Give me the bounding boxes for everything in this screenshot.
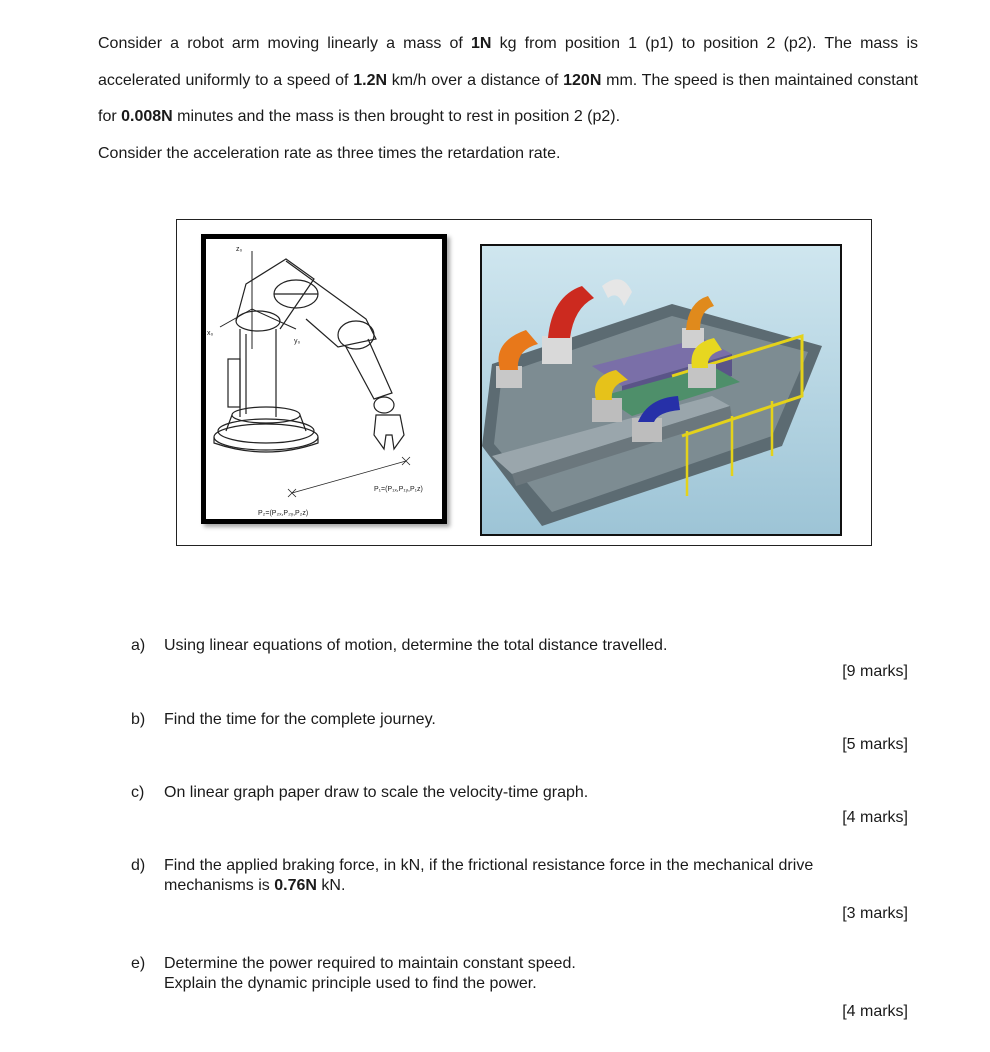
question-d xyxy=(131,856,916,896)
question-line: Explain the dynamic principle used to find the power. xyxy=(164,975,537,992)
robot-cell-render xyxy=(480,244,842,536)
text-segment: kN. xyxy=(316,877,346,894)
problem-statement xyxy=(98,26,918,172)
mass-value: 1N xyxy=(471,35,492,52)
p2-coordinate-label: P₂=(P₂ₓ,P₂ᵧ,P₂z) xyxy=(258,510,309,517)
marks-c: [4 marks] xyxy=(842,809,908,826)
question-line xyxy=(164,876,916,896)
question-line: On linear graph paper draw to scale the velocity-time graph. xyxy=(164,784,589,801)
question-label: d) xyxy=(131,857,146,874)
question-line: Find the applied braking force, in kN, if the frictional resistance force in the mechanical drive xyxy=(164,857,814,874)
question-text xyxy=(164,954,916,994)
text-segment: Consider a robot arm moving linearly a mass of xyxy=(98,35,472,52)
question-a xyxy=(131,636,916,656)
marks-a: [9 marks] xyxy=(842,663,908,680)
marks-b: [5 marks] xyxy=(842,736,908,753)
question-line: Using linear equations of motion, determine the total distance travelled. xyxy=(164,637,668,654)
robot-cell-illustration xyxy=(482,246,840,534)
question-line: Determine the power required to maintain constant speed. xyxy=(164,955,576,972)
marks-d: [3 marks] xyxy=(842,905,908,922)
text-segment: km/h over a distance of xyxy=(387,71,564,89)
question-text xyxy=(164,636,916,656)
question-label: e) xyxy=(131,955,146,972)
text-segment: kg from position 1 (p1) to position 2 (p2). The mass is accelerated uniformly to a speed of xyxy=(98,35,919,89)
question-text xyxy=(164,783,916,803)
figure-frame xyxy=(176,219,872,546)
marks-e: [4 marks] xyxy=(842,1003,908,1020)
problem-paragraph xyxy=(98,26,918,136)
question-label: a) xyxy=(131,637,146,654)
question-label: c) xyxy=(131,784,145,801)
text-segment: mechanisms is xyxy=(164,877,275,894)
question-b xyxy=(131,710,916,730)
y0-axis-label: y₀ xyxy=(294,338,301,345)
z0-axis-label: z₀ xyxy=(236,246,243,253)
x0-axis-label: x₀ xyxy=(207,330,214,337)
robot-arm-drawing xyxy=(206,239,442,519)
text-segment: mm. The speed is then maintained constant for xyxy=(98,71,918,125)
acceleration-note: Consider the acceleration rate as three times the retardation rate. xyxy=(98,144,561,162)
speed-value: 1.2N xyxy=(353,71,388,89)
robot-arm-diagram xyxy=(201,234,447,524)
question-line: Find the time for the complete journey. xyxy=(164,711,436,728)
question-text xyxy=(164,856,916,896)
text-segment: minutes and the mass is then brought to rest in position 2 (p2). xyxy=(172,108,621,125)
question-label: b) xyxy=(131,711,146,728)
friction-value: 0.76N xyxy=(274,877,317,894)
question-text xyxy=(164,710,916,730)
question-e xyxy=(131,954,916,994)
question-c xyxy=(131,783,916,803)
distance-value: 120N xyxy=(563,71,602,89)
p1-coordinate-label: P₁=(P₁ₓ,P₁ᵧ,P₁z) xyxy=(374,486,423,493)
time-value: 0.008N xyxy=(121,108,173,125)
